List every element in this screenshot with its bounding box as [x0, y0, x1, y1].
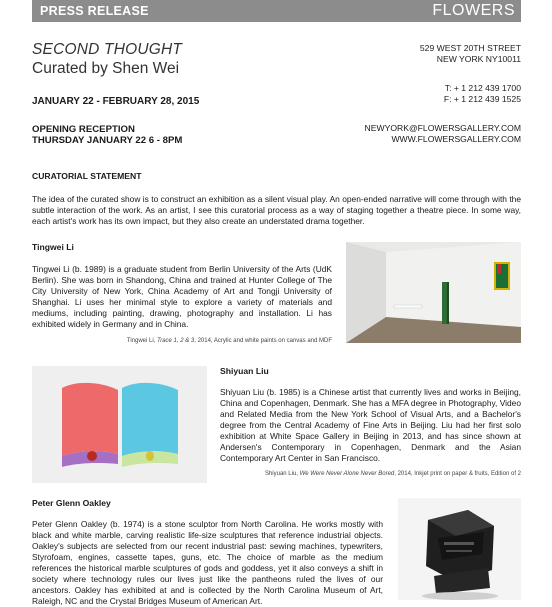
gallery-address — [420, 43, 521, 65]
curatorial-statement-heading: CURATORIAL STATEMENT — [32, 171, 142, 181]
caption-title: We Were Never Alone Never Bored — [299, 471, 395, 477]
header-banner — [32, 0, 521, 22]
exhibition-title: SECOND THOUGHT — [32, 41, 183, 58]
caption-artist: Tingwei Li, — [126, 338, 157, 344]
address-line-1: 529 WEST 20TH STREET — [419, 43, 521, 53]
artwork-photo-never-alone — [32, 366, 207, 483]
artist-name-tingwei-li: Tingwei Li — [32, 242, 74, 252]
artist-bio-tingwei-li: Tingwei Li (b. 1989) is a graduate student from Berlin University of the Arts (UdK Berlin). She was born in Shandong, China and trained at Hunter College of The City University of New York, China Academy of Art and Tongji University of Shanghai. Li uses her minimal style to explore a variety of materials and mediums, including painting, drawing, photography and installation. Li has exhibited widely in Germany and in China. — [32, 264, 332, 329]
artist-bio-shiyuan-liu: Shiyuan Liu (b. 1985) is a Chinese artist that currently lives and works in Beijing, China and Copenhagen, Denmark. She has a MFA degree in Photography, Video and Related Media from the New York School of Visual Arts, and a Bachelor's degree from the Central Academy of Fine Arts in Beijing. Liu had her first solo exhibition at White Space Gallery in Beijing in 2013, and has since shown at Andersen's Contemporary in Copenhagen, Denmark and the Asian Contemporary Art Center in San Francisco. — [220, 387, 521, 463]
artist-bio-peter-glenn-oakley: Peter Glenn Oakley (b. 1974) is a stone sculptor from North Carolina. He works mostly with black and white marble, carving realistic life-size sculptures that reference industrial objects. Oakley's subjects are selected from our recent industrial past: sewing machines, typewriters, Styrofoam, engines, cassette tapes, guns, etc. The choice of marble as the medium references the historical marble sculptures of gods and goddess, yet it also conveys a shift in society where technology rules our lives just like the pantheons ruled the lives of our ancestors. Oakley has exhibited at and is collected by the North Carolina Museum of Art, Raleigh, NC and the Crystal Bridges Museum of American Art. — [32, 519, 383, 606]
artwork-photo-trace — [346, 242, 521, 343]
curatorial-statement-text: The idea of the curated show is to construct an exhibition as a silent visual play. An open-ended narrative will come through with the subtle interaction of the work. As an artist, I see this curatorial process as a way of staging together a theatre piece. In some way, each artist's work has its own impact, but they also create an understated drama together. — [32, 194, 521, 226]
opening-time: THURSDAY JANUARY 22 6 - 8PM — [32, 135, 183, 146]
gallery-installation-image — [346, 242, 521, 343]
phone-number: T: + 1 212 439 1700 — [444, 83, 521, 93]
gallery-phones — [444, 83, 521, 105]
artist-name-shiyuan-liu: Shiyuan Liu — [220, 366, 269, 376]
caption-details: , 2014, Inkjet print on paper & fruits, Edition of 2 — [394, 471, 521, 477]
exhibition-dates: JANUARY 22 - FEBRUARY 28, 2015 — [32, 96, 200, 107]
email-link[interactable]: NEWYORK@FLOWERSGALLERY.COM — [364, 123, 521, 133]
press-release-label: PRESS RELEASE — [40, 4, 149, 18]
fax-number: F: + 1 212 439 1525 — [443, 94, 521, 104]
caption-details: , 2014, Acrylic and white paints on canvas and MDF — [194, 338, 332, 344]
black-marble-sculpture-image — [398, 498, 521, 600]
artwork-caption-shiyuan-liu — [220, 471, 521, 477]
contact-block — [365, 123, 521, 145]
curator-line: Curated by Shen Wei — [32, 60, 180, 77]
opening-reception — [32, 124, 182, 146]
website-link[interactable]: WWW.FLOWERSGALLERY.COM — [391, 134, 521, 144]
artist-name-peter-glenn-oakley: Peter Glenn Oakley — [32, 498, 111, 508]
caption-artist: Shiyuan Liu, — [264, 471, 300, 477]
address-line-2: NEW YORK NY10011 — [436, 54, 521, 64]
gallery-logo: FLOWERS — [432, 2, 515, 19]
paper-fruits-image — [32, 366, 207, 483]
opening-title: OPENING RECEPTION — [32, 124, 135, 135]
artwork-caption-tingwei-li — [92, 338, 332, 344]
caption-title: Trace 1, 2 & 3 — [157, 338, 195, 344]
artwork-photo-marble-sculpture — [398, 498, 521, 600]
